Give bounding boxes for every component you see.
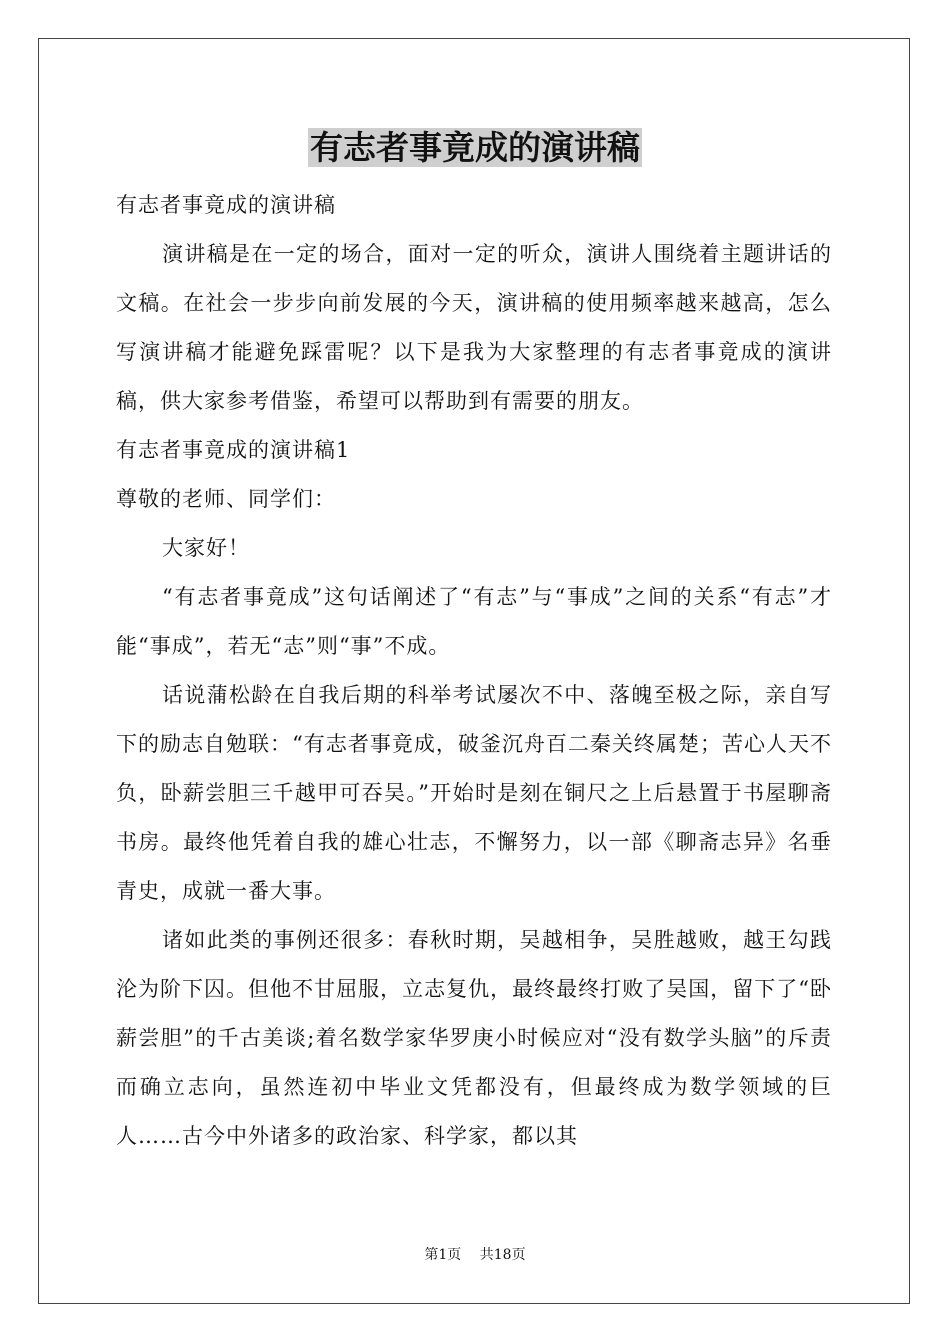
- paragraph: 大家好！: [162, 536, 250, 560]
- paragraph: 有志者事竟成的演讲稿: [116, 193, 336, 217]
- document-title: [0, 126, 950, 170]
- paragraph: 演讲稿是在一定的场合，面对一定的听众，演讲人围绕着主题讲话的文稿。在社会一步步向前发展的今天，演讲稿的使用频率越来越高，怎么写演讲稿才能避免踩雷呢？以下是我为大家整理的有志者事竟成的演讲稿，供大家参考借鉴，希望可以帮助到有需要的朋友。: [116, 242, 832, 413]
- paragraph: 尊敬的老师、同学们：: [116, 487, 336, 511]
- paragraph: “有志者事竟成”这句话阐述了“有志”与“事成”之间的关系“有志”才能“事成”，若无“志”则“事”不成。: [116, 585, 832, 658]
- page-footer: [0, 1245, 950, 1265]
- paragraph: 有志者事竟成的演讲稿1: [116, 438, 351, 462]
- document-title-text: 有志者事竟成的演讲稿: [310, 128, 640, 167]
- page-total: 共18页: [479, 1247, 526, 1263]
- paragraph: 诸如此类的事例还很多：春秋时期，吴越相争，吴胜越败，越王勾践沦为阶下囚。但他不甘屈服，立志复仇，最终最终打败了吴国，留下了“卧薪尝胆”的千古美谈;着名数学家华罗庚小时候应对“没有数学头脑”的斥责而确立志向，虽然连初中毕业文凭都没有，但最终成为数学领域的巨人……古今中外诸多的政治家、科学家，都以其: [116, 928, 832, 1148]
- paragraph: 话说蒲松龄在自我后期的科举考试屡次不中、落魄至极之际，亲自写下的励志自勉联：“有志者事竟成，破釜沉舟百二秦关终属楚；苦心人天不负，卧薪尝胆三千越甲可吞吴。”开始时是刻在铜尺之上后悬置于书屋聊斋书房。最终他凭着自我的雄心壮志，不懈努力，以一部《聊斋志异》名垂青史，成就一番大事。: [116, 683, 832, 903]
- document-body: [116, 181, 832, 1161]
- page-number: 第1页: [424, 1247, 462, 1263]
